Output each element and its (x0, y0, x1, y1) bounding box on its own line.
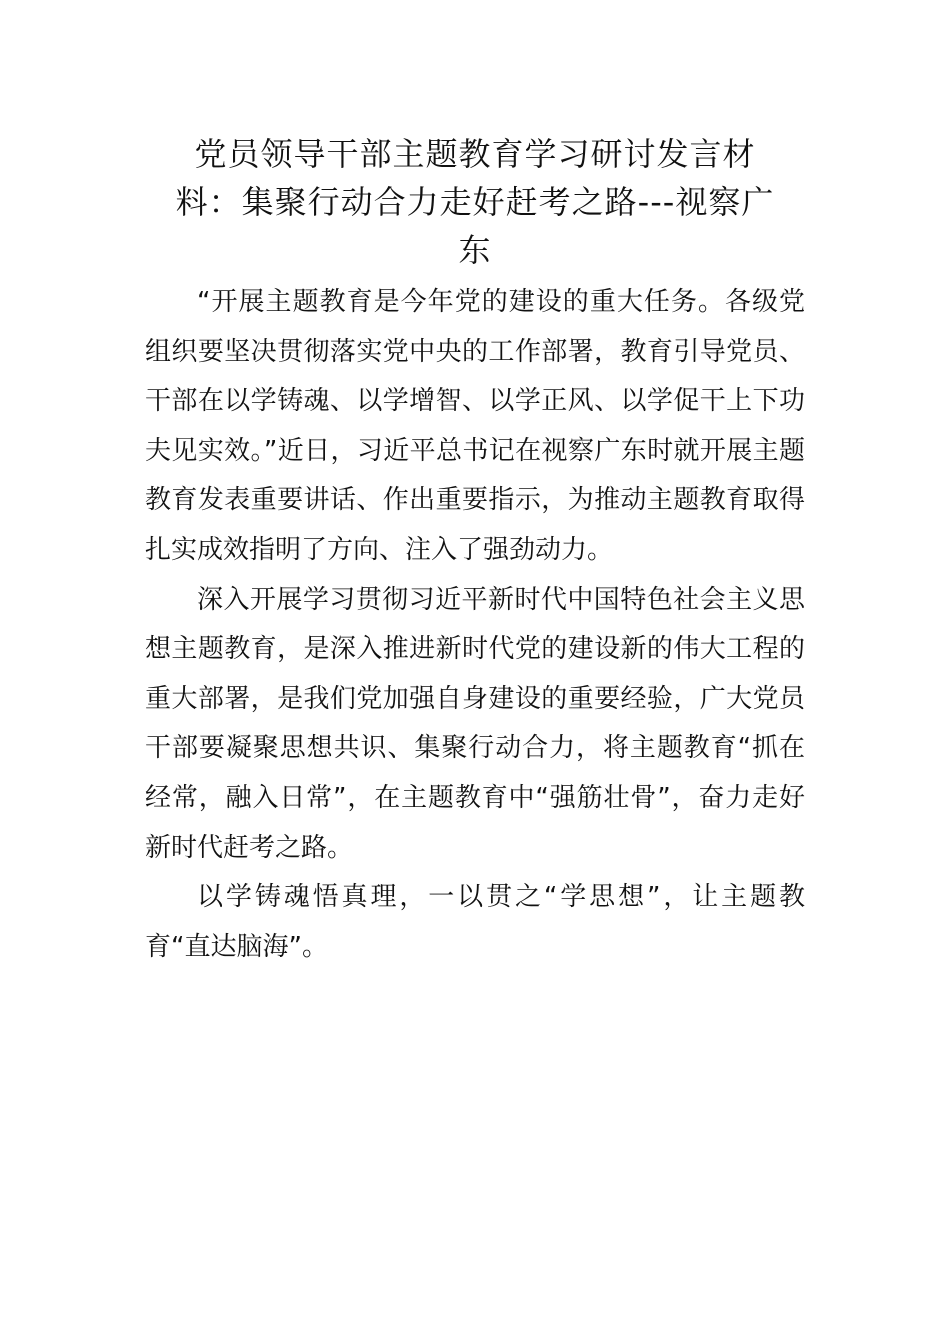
title-line-3: 东 (458, 231, 492, 269)
document-title (140, 130, 810, 274)
title-line-1: 党员领导干部主题教育学习研讨发言材 (194, 135, 756, 173)
title-line-2: 料：集聚行动合力走好赶考之路---视察广 (175, 183, 775, 221)
document-body (145, 278, 805, 972)
paragraph-1: “开展主题教育是今年党的建设的重大任务。各级党组织要坚决贯彻落实党中央的工作部署，教育引导党员、干部在以学铸魂、以学增智、以学正风、以学促干上下功夫见实效。”近日，习近平总书记在视察广东时就开展主题教育发表重要讲话、作出重要指示，为推动主题教育取得扎实成效指明了方向、注入了强劲动力。 (145, 287, 805, 565)
paragraph-3: 以学铸魂悟真理，一以贯之“学思想”，让主题教育“直达脑海”。 (145, 882, 805, 962)
paragraph-2: 深入开展学习贯彻习近平新时代中国特色社会主义思想主题教育，是深入推进新时代党的建设新的伟大工程的重大部署，是我们党加强自身建设的重要经验，广大党员干部要凝聚思想共识、集聚行动合力，将主题教育“抓在经常，融入日常”，在主题教育中“强筋壮骨”，奋力走好新时代赶考之路。 (145, 584, 805, 863)
